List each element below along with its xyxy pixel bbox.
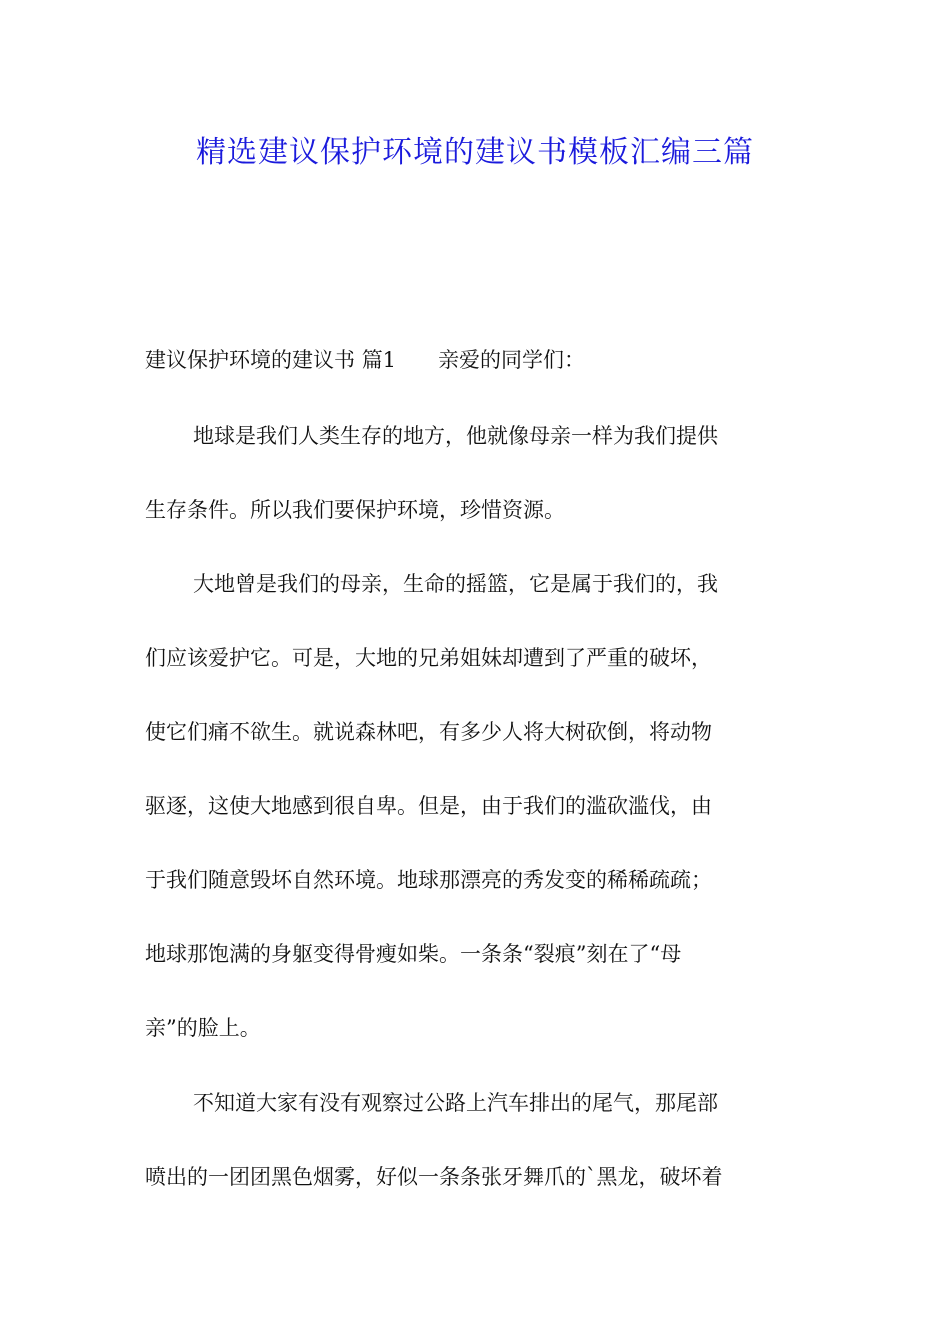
document-title: 精选建议保护环境的建议书模板汇编三篇 xyxy=(196,135,754,170)
section-number: 篇1 xyxy=(361,348,397,372)
paragraph-line: 大地曾是我们的母亲，生命的摇篮，它是属于我们的，我 xyxy=(193,572,718,596)
paragraph-line: 不知道大家有没有观察过公路上汽车排出的尾气，那尾部 xyxy=(193,1091,718,1115)
section-heading: 建议保护环境的建议书 xyxy=(145,348,355,372)
salutation: 亲爱的同学们： xyxy=(438,348,586,372)
paragraph-line: 地球那饱满的身躯变得骨瘦如柴。一条条“裂痕”刻在了“母 xyxy=(145,942,682,966)
paragraph-line: 喷出的一团团黑色烟雾，好似一条条张牙舞爪的`黑龙，破坏着 xyxy=(145,1165,723,1189)
paragraph-line: 们应该爱护它。可是，大地的兄弟姐妹却遭到了严重的破坏， xyxy=(145,646,712,670)
section-intro-line xyxy=(145,342,805,378)
paragraph-line: 亲”的脸上。 xyxy=(145,1016,261,1040)
paragraph-line: 于我们随意毁坏自然环境。地球那漂亮的秀发变的稀稀疏疏； xyxy=(145,868,712,892)
paragraph-line: 生存条件。所以我们要保护环境，珍惜资源。 xyxy=(145,498,565,522)
paragraph-line: 地球是我们人类生存的地方，他就像母亲一样为我们提供 xyxy=(193,424,718,448)
paragraph-line: 使它们痛不欲生。就说森林吧，有多少人将大树砍倒，将动物 xyxy=(145,720,712,744)
paragraph-line: 驱逐，这使大地感到很自卑。但是，由于我们的滥砍滥伐，由 xyxy=(145,794,712,818)
